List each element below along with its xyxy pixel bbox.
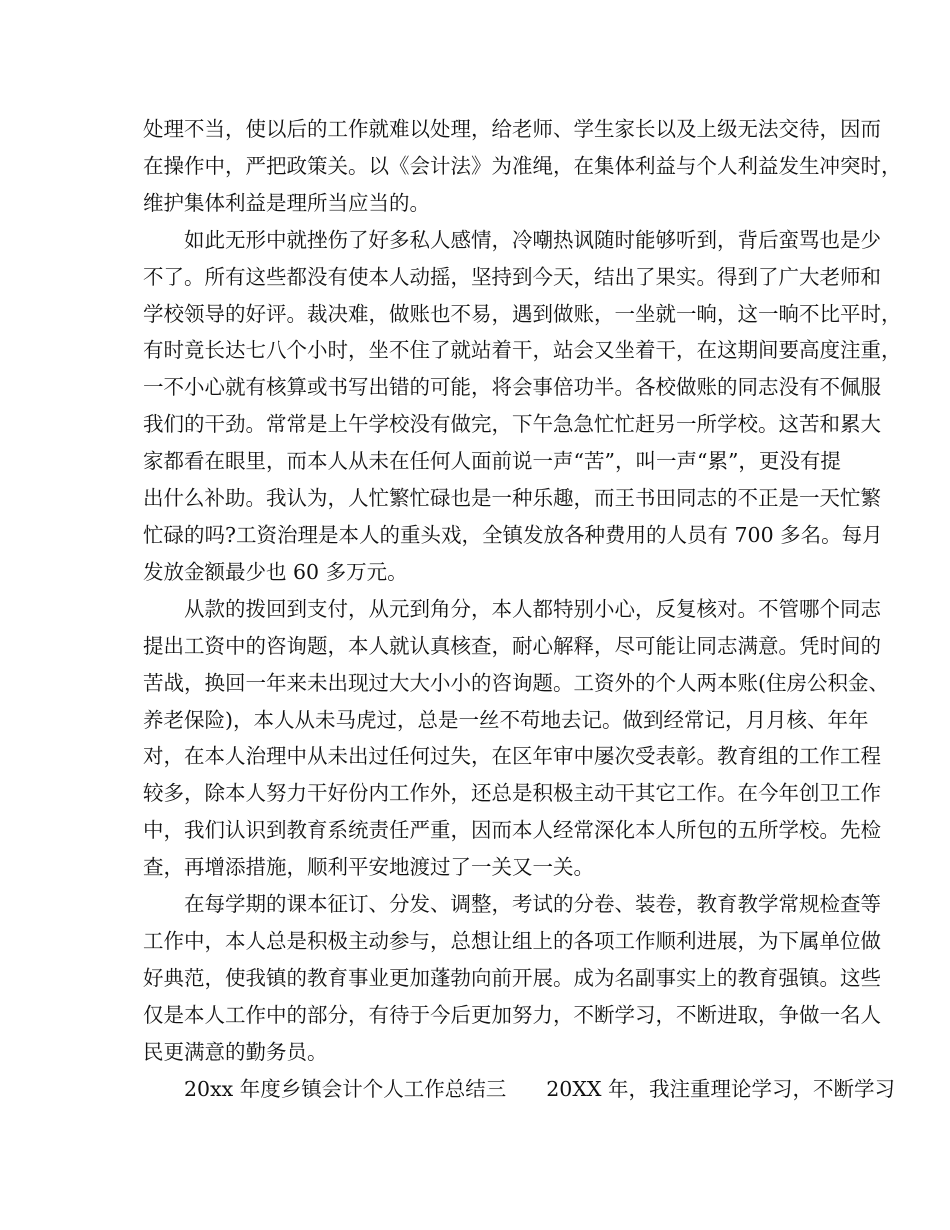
text-line (143, 1071, 896, 1108)
paragraph-3 (143, 591, 889, 886)
text-line: 苦战，换回一年来未出现过大大小小的咨询题。工资外的个人两本账(住房公积金、 (143, 670, 889, 695)
paragraph-1 (143, 111, 902, 222)
paragraph-4 (143, 886, 881, 1071)
text-line: 忙碌的吗?工资治理是本人的重头戏，全镇发放各种费用的人员有 700 多名。每月 (143, 522, 883, 547)
text-line: 在每学期的课本征订、分发、调整，考试的分卷、装卷，教育教学常规检查等 (184, 892, 881, 917)
text-line: 中，我们认识到教育系统责任严重，因而本人经常深化本人所包的五所学校。先检 (143, 818, 881, 843)
text-line: 一不小心就有核算或书写出错的可能，将会事倍功半。各校做账的同志没有不佩服 (143, 375, 881, 400)
document-body (143, 111, 902, 1107)
text-line: 如此无形中就挫伤了好多私人感情，冷嘲热讽随时能够听到，背后蛮骂也是少 (184, 227, 881, 252)
text-line: 维护集体利益是理所当应当的。 (143, 190, 430, 215)
text-line: 我们的干劲。常常是上午学校没有做完，下午急急忙忙赶另一所学校。这苦和累大 (143, 412, 881, 437)
text-line: 在操作中，严把政策关。以《会计法》为准绳，在集体利益与个人利益发生冲突时， (143, 153, 902, 178)
section-text: 20XX 年，我注重理论学习，不断学习 (546, 1076, 896, 1101)
text-line: 不了。所有这些都没有使本人动摇，坚持到今天，结出了果实。得到了广大老师和 (143, 264, 881, 289)
text-line: 提出工资中的咨询题，本人就认真核查，耐心解释，尽可能让同志满意。凭时间的 (143, 633, 881, 658)
text-line: 对，在本人治理中从未出过任何过失，在区年审中屡次受表彰。教育组的工作工程 (143, 744, 881, 769)
text-line: 养老保险)，本人从未马虎过，总是一丝不苟地去记。做到经常记，月月核、年年 (143, 707, 869, 732)
section-heading: 20xx 年度乡镇会计个人工作总结三 (184, 1076, 507, 1101)
paragraph-2 (143, 222, 902, 591)
text-line: 较多，除本人努力干好份内工作外，还总是积极主动干其它工作。在今年创卫工作 (143, 781, 881, 806)
text-line: 仅是本人工作中的部分，有待于今后更加努力，不断学习，不断进取，争做一名人 (143, 1002, 881, 1027)
text-line: 有时竟长达七八个小时，坐不住了就站着干，站会又坐着干，在这期间要高度注重， (143, 338, 902, 363)
text-line: 发放金额最少也 60 多万元。 (143, 559, 408, 584)
text-line: 民更满意的勤务员。 (143, 1039, 328, 1064)
text-line: 出什么补助。我认为，人忙繁忙碌也是一种乐趣，而王书田同志的不正是一天忙繁 (143, 486, 881, 511)
text-line: 工作中，本人总是积极主动参与，总想让组上的各项工作顺利进展，为下属单位做 (143, 928, 881, 953)
text-line: 家都看在眼里，而本人从未在任何人面前说一声“苦”，叫一声“累”，更没有提 (143, 449, 841, 474)
text-line: 从款的拨回到支付，从元到角分，本人都特别小心，反复核对。不管哪个同志 (184, 596, 881, 621)
text-line: 学校领导的好评。裁决难，做账也不易，遇到做账，一坐就一晌，这一晌不比平时， (143, 301, 902, 326)
text-line: 好典范，使我镇的教育事业更加蓬勃向前开展。成为名副事实上的教育强镇。这些 (143, 965, 881, 990)
paragraph-5 (143, 1071, 896, 1108)
text-line: 查，再增添措施，顺利平安地渡过了一关又一关。 (143, 855, 594, 880)
text-line: 处理不当，使以后的工作就难以处理，给老师、学生家长以及上级无法交待，因而 (143, 117, 881, 141)
